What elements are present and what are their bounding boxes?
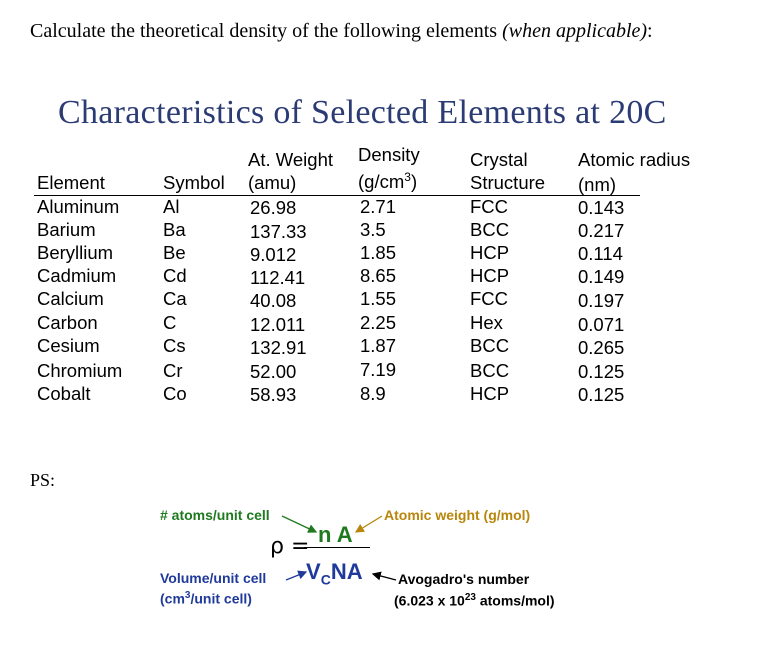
density-unit-text: (g/cm bbox=[358, 171, 405, 193]
cell-density: 3.5 bbox=[360, 219, 386, 240]
cell-element: Cadmium bbox=[37, 265, 117, 286]
cell-structure: HCP bbox=[470, 242, 510, 263]
cell-structure: Hex bbox=[470, 312, 503, 333]
cell-symbol: Cs bbox=[163, 335, 186, 356]
arrow-volume bbox=[286, 572, 306, 580]
cell-weight: 58.93 bbox=[250, 384, 297, 405]
cell-element: Cesium bbox=[37, 335, 100, 356]
volume-unit-b: /unit cell) bbox=[190, 590, 252, 607]
cell-symbol: Be bbox=[163, 242, 186, 263]
slide-title: Characteristics of Selected Elements at 20C bbox=[58, 94, 667, 131]
header-weight-top: At. Weight bbox=[248, 149, 334, 170]
cell-density: 7.19 bbox=[360, 359, 397, 380]
volume-unit-label bbox=[160, 590, 252, 607]
cell-symbol: Ca bbox=[163, 288, 187, 309]
cell-structure: BCC bbox=[470, 335, 510, 356]
cell-radius: 0.125 bbox=[578, 384, 625, 405]
cell-structure: BCC bbox=[470, 219, 510, 240]
cell-symbol: C bbox=[163, 312, 177, 333]
cell-element: Chromium bbox=[37, 360, 123, 381]
avogadro-value-sup: 23 bbox=[464, 592, 476, 603]
cell-density: 8.9 bbox=[360, 383, 386, 404]
atomic-weight-label: Atomic weight (g/mol) bbox=[384, 507, 531, 523]
avogadro-value-a: (6.023 x 10 bbox=[394, 592, 465, 609]
denom-v: V bbox=[306, 559, 321, 584]
cell-radius: 0.149 bbox=[578, 266, 625, 287]
header-crystal-top: Crystal bbox=[470, 149, 528, 170]
rho-symbol: ρ = bbox=[270, 534, 310, 559]
cell-symbol: Cr bbox=[163, 360, 183, 381]
cell-weight: 52.00 bbox=[250, 361, 297, 382]
cell-density: 2.71 bbox=[360, 196, 397, 217]
avogadro-value-b: atoms/mol) bbox=[475, 592, 555, 609]
cell-structure: HCP bbox=[470, 265, 510, 286]
density-unit-close: ) bbox=[410, 171, 418, 193]
volume-label: Volume/unit cell bbox=[160, 570, 267, 586]
cell-structure: FCC bbox=[470, 288, 509, 309]
avogadro-value bbox=[394, 592, 555, 609]
numerator-nA: n A bbox=[318, 522, 353, 547]
density-unit-sup: 3 bbox=[404, 170, 411, 184]
arrow-weight bbox=[356, 516, 382, 532]
cell-weight: 12.011 bbox=[250, 314, 306, 335]
cell-symbol: Al bbox=[163, 196, 180, 217]
cell-element: Cobalt bbox=[37, 383, 91, 404]
ps-label: PS: bbox=[30, 470, 56, 490]
header-weight-unit: (amu) bbox=[248, 172, 297, 193]
cell-element: Barium bbox=[37, 219, 96, 240]
arrow-atoms bbox=[282, 516, 316, 532]
cell-radius: 0.197 bbox=[578, 290, 625, 311]
cell-symbol: Ba bbox=[163, 219, 186, 240]
cell-radius: 0.114 bbox=[578, 243, 623, 264]
header-radius-top: Atomic radius bbox=[578, 149, 691, 170]
cell-symbol: Co bbox=[163, 383, 187, 404]
header-symbol: Symbol bbox=[163, 172, 225, 193]
cell-element: Calcium bbox=[37, 288, 104, 309]
cell-density: 8.65 bbox=[360, 265, 397, 286]
avogadro-label: Avogadro's number bbox=[398, 571, 530, 587]
denominator-VcNA bbox=[306, 559, 363, 587]
cell-weight: 132.91 bbox=[250, 337, 307, 358]
cell-element: Beryllium bbox=[37, 242, 114, 263]
cell-density: 1.87 bbox=[360, 335, 397, 356]
cell-weight: 40.08 bbox=[250, 290, 297, 311]
cell-density: 2.25 bbox=[360, 312, 397, 333]
cell-structure: HCP bbox=[470, 383, 510, 404]
denom-v-sub: C bbox=[320, 571, 331, 588]
cell-radius: 0.265 bbox=[578, 337, 625, 358]
denom-a: A bbox=[346, 559, 363, 584]
cell-radius: 0.071 bbox=[578, 314, 625, 335]
cell-element: Carbon bbox=[37, 312, 98, 333]
cell-element: Aluminum bbox=[37, 196, 120, 217]
header-crystal-bottom: Structure bbox=[470, 172, 546, 193]
cell-density: 1.85 bbox=[360, 242, 397, 263]
header-radius-unit: (nm) bbox=[578, 174, 617, 195]
atoms-per-cell-label: # atoms/unit cell bbox=[160, 507, 270, 523]
cell-structure: BCC bbox=[470, 360, 510, 381]
cell-radius: 0.125 bbox=[578, 361, 625, 382]
header-density-top: Density bbox=[358, 144, 420, 165]
cell-radius: 0.217 bbox=[578, 220, 625, 241]
header-element: Element bbox=[37, 172, 105, 193]
cell-structure: FCC bbox=[470, 196, 509, 217]
volume-unit-a: (cm bbox=[160, 590, 185, 607]
instruction-note: (when applicable) bbox=[502, 20, 648, 42]
arrow-avogadro bbox=[373, 574, 396, 580]
volume-unit-sup: 3 bbox=[184, 590, 191, 601]
cell-weight: 26.98 bbox=[250, 197, 297, 218]
instruction-main: Calculate the theoretical density of the following elements bbox=[30, 20, 503, 42]
cell-weight: 112.41 bbox=[250, 267, 306, 288]
cell-weight: 9.012 bbox=[250, 244, 297, 265]
cell-density: 1.55 bbox=[360, 288, 397, 309]
cell-radius: 0.143 bbox=[578, 197, 625, 218]
instruction-colon: : bbox=[647, 20, 653, 42]
denom-n: N bbox=[330, 559, 347, 584]
cell-symbol: Cd bbox=[163, 265, 187, 286]
fraction-bar bbox=[304, 547, 370, 548]
cell-weight: 137.33 bbox=[250, 221, 307, 242]
